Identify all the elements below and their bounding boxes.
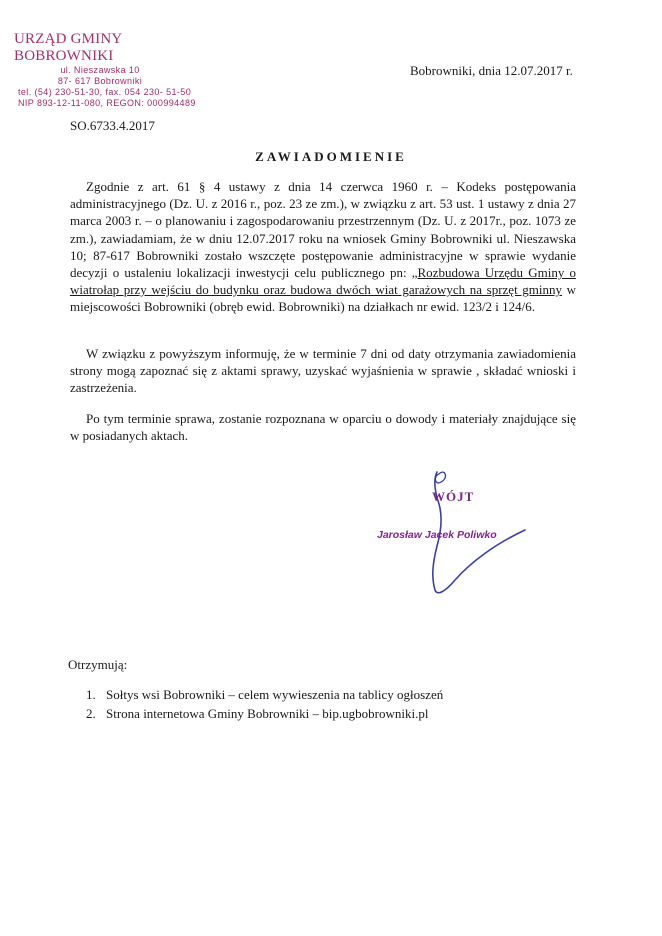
signature-name: Jarosław Jacek Poliwko — [377, 529, 497, 541]
paragraph-notice — [70, 178, 576, 316]
list-item-text: Sołtys wsi Bobrowniki – celem wywieszenia na tablicy ogłoszeń — [106, 687, 444, 702]
office-stamp — [14, 31, 204, 109]
stamp-street: ul. Nieszawska 10 — [60, 65, 140, 75]
recipients-list — [86, 685, 443, 723]
paragraph-notice-tail: w miejscowości Bobrowniki (obręb ewid. Bobrowniki) na działkach nr ewid. 123/2 i 124/6. — [70, 282, 576, 315]
stamp-postcode: 87- 617 Bobrowniki — [57, 76, 143, 86]
list-item-text: Strona internetowa Gminy Bobrowniki – bip.ugbobrowniki.pl — [106, 706, 429, 721]
recipients-label: Otrzymują: — [68, 657, 128, 672]
stamp-ids: NIP 893-12-11-080, REGON: 000994489 — [18, 98, 196, 108]
list-item — [86, 685, 443, 704]
paragraph-deadline-text: Po tym terminie sprawa, zostanie rozpoznana w oparciu o dowody i materiały znajdujące się w posiadanych aktach. — [70, 411, 576, 444]
signature-block — [375, 470, 565, 600]
paragraph-rights — [70, 345, 576, 397]
stamp-phone: tel. (54) 230-51-30, fax. 054 230- 51-50 — [18, 87, 192, 97]
paragraph-deadline — [70, 410, 576, 444]
list-item-number: 1. — [86, 687, 96, 702]
list-item-number: 2. — [86, 706, 96, 721]
document-title: ZAWIADOMIENIE — [255, 149, 407, 164]
list-item — [86, 704, 443, 723]
investment-name: „Rozbudowa Urzędu Gminy o wiatrołap przy wejściu do budynku oraz budowa dwóch wiat garażowych na sprzęt gminny — [70, 265, 576, 298]
reference-number: SO.6733.4.2017 — [70, 118, 155, 133]
stamp-title: URZĄD GMINY BOBROWNIKI — [14, 31, 122, 64]
paragraph-rights-text: W związku z powyższym informuję, że w terminie 7 dni od daty otrzymania zawiadomienia strony mogą zapoznać się z aktami sprawy, uzyskać wyjaśnienia w sprawie , składać wnioski i zastrzeżenia. — [70, 346, 576, 396]
place-date: Bobrowniki, dnia 12.07.2017 r. — [410, 63, 573, 78]
signature-title: WÓJT — [432, 489, 475, 504]
paragraph-notice-text: Zgodnie z art. 61 § 4 ustawy z dnia 14 czerwca 1960 r. – Kodeks postępowania administracyjnego (Dz. U. z 2016 r., poz. 23 ze zm.), w związku z art. 53 ust. 1 ustawy z dnia 27 marca 2003 r. – o planowaniu i zagospodarowaniu przestrzennym (Dz. U. z 2017r., poz. 1073 ze zm.), zawiadamiam, że w dniu 12.07.2017 roku na wniosek Gminy Bobrowniki ul. Nieszawska 10; 87-617 Bobrowniki zostało wszczęte postępowanie administracyjne w sprawie wydanie decyzji o ustaleniu lokalizacji inwestycji celu publicznego pn: — [70, 179, 576, 281]
